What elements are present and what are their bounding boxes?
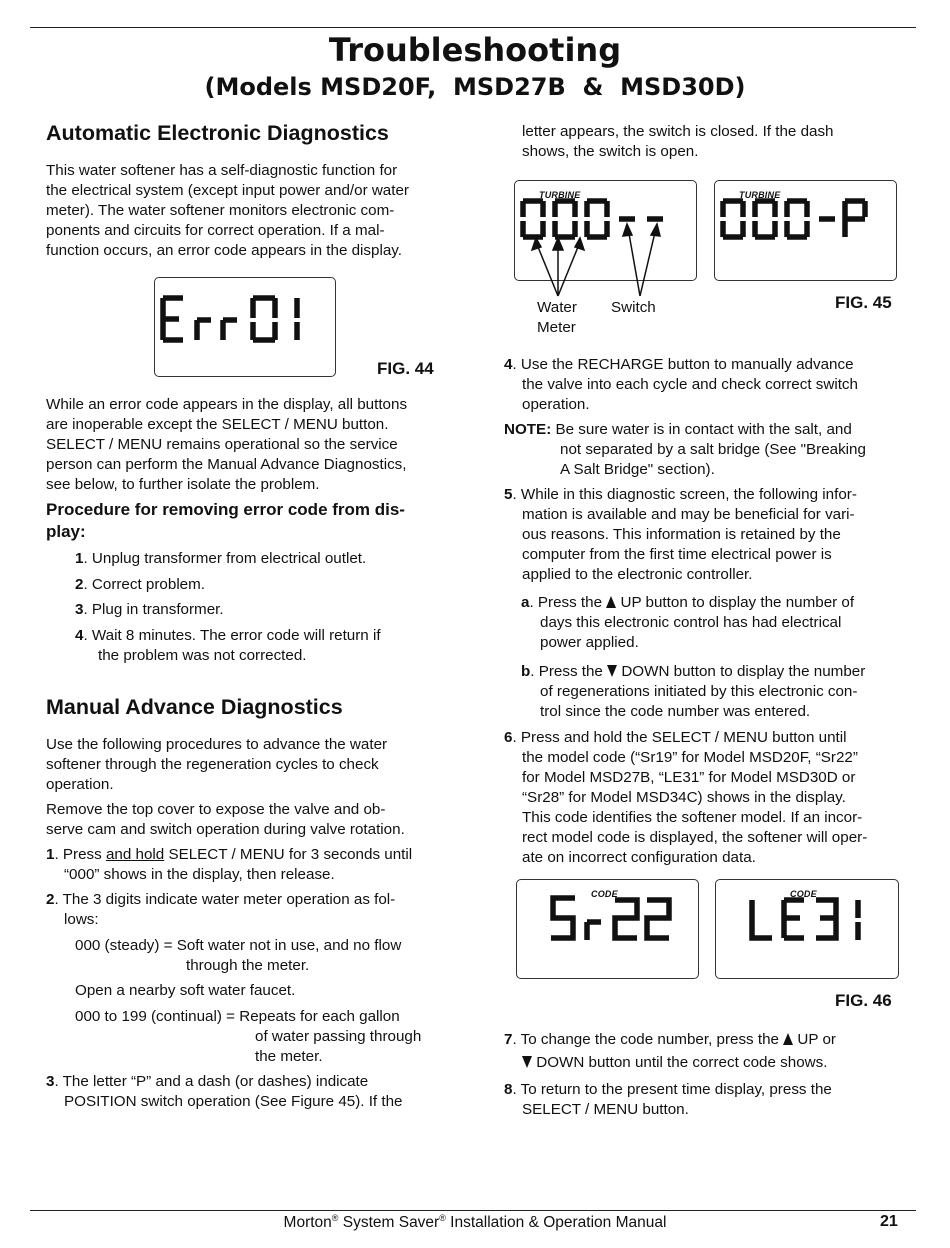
text-line: operation. bbox=[522, 396, 590, 413]
text-line: shows, the switch is open. bbox=[522, 143, 699, 160]
down-arrow-icon bbox=[522, 1056, 532, 1068]
registered-mark: ® bbox=[331, 1213, 339, 1223]
text-line: . To return to the present time display, press the bbox=[512, 1081, 832, 1098]
text-line: the valve into each cycle and check correct switch bbox=[522, 376, 858, 393]
text-line: Press and hold the SELECT / MENU button until bbox=[520, 729, 847, 746]
text-line: ponents and circuits for correct operation. If a mal- bbox=[46, 222, 385, 239]
fig44-label: FIG. 44 bbox=[377, 359, 434, 378]
down-arrow-icon bbox=[607, 665, 617, 677]
callout-water-meter bbox=[537, 298, 597, 338]
text-line: computer from the first time electrical power is bbox=[522, 546, 832, 563]
text-line: Press bbox=[62, 846, 106, 863]
step-number: 1 bbox=[75, 550, 84, 567]
000-dash-p-segment-graphic bbox=[715, 181, 896, 280]
manual-paragraph-1 bbox=[46, 735, 446, 795]
text-line: UP or bbox=[793, 1031, 836, 1048]
text-line: mation is available and may be beneficial for vari- bbox=[522, 506, 855, 523]
text-line: “Sr28” for Model MSD34C) shows in the display. bbox=[522, 789, 846, 806]
text-line: . To change the code number, press the bbox=[512, 1031, 784, 1048]
fig45-turbine-display-right bbox=[714, 180, 897, 281]
text-line: While in this diagnostic screen, the following infor- bbox=[520, 486, 857, 503]
step3-continuation bbox=[522, 122, 904, 162]
text-line: letter appears, the switch is closed. If the dash bbox=[522, 123, 834, 140]
registered-mark: ® bbox=[439, 1213, 446, 1223]
step-6: 6. Press and hold the SELECT / MENU button until the model code (“Sr19” for Model MSD20F, “Sr22” for Model MSD27B, “LE31” for Model MSD30D or “Sr28” for Model MSD34C) shows in the display. This code identifies the softener model. If an incor- rect model code is displayed, the softener will oper- ate on incorrect configuration data. bbox=[504, 728, 904, 868]
code-label: CODE bbox=[790, 889, 817, 899]
text-line: function occurs, an error code appears in the display. bbox=[46, 242, 402, 259]
error-code-paragraph bbox=[46, 395, 446, 495]
manual-diagnostics-heading: Manual Advance Diagnostics bbox=[46, 695, 343, 719]
term: 000 to 199 (continual) = bbox=[75, 1008, 240, 1025]
text-line: DOWN button until the correct code shows. bbox=[532, 1054, 828, 1071]
text-line: are inoperable except the SELECT / MENU button. bbox=[46, 416, 389, 433]
text-line: trol since the code number was entered. bbox=[540, 703, 811, 720]
text-line: person can perform the Manual Advance Diagnostics, bbox=[46, 456, 407, 473]
text-line: This water softener has a self-diagnostic function for bbox=[46, 162, 398, 179]
text-line: ous reasons. This information is retained by the bbox=[522, 526, 841, 543]
page-subtitle: (Models MSD20F, MSD27B & MSD30D) bbox=[204, 73, 746, 101]
text-line: operation. bbox=[46, 776, 114, 793]
manual-step-2: 2. The 3 digits indicate water meter operation as fol- lows: bbox=[46, 890, 446, 930]
text-line: DOWN button to display the number bbox=[617, 663, 866, 680]
footer-manual-title bbox=[0, 1213, 950, 1232]
brand-name: Morton bbox=[283, 1214, 332, 1232]
note-label: NOTE: bbox=[504, 421, 552, 438]
step-number: 4 bbox=[75, 627, 84, 644]
procedure-step: 2. Correct problem. bbox=[75, 576, 206, 593]
text-line: through the meter. bbox=[186, 957, 310, 974]
fig46-code-display-right bbox=[715, 879, 899, 979]
step-number: 2 bbox=[46, 891, 55, 908]
text-line: A Salt Bridge" section). bbox=[560, 461, 715, 478]
fig45-label: FIG. 45 bbox=[835, 293, 892, 312]
text-line: the meter. bbox=[255, 1048, 323, 1065]
fig44-error-display bbox=[154, 277, 336, 377]
manual-step-1: 1. Press and hold SELECT / MENU for 3 seconds until “000” shows in the display, then release. bbox=[46, 845, 446, 885]
auto-diagnostics-heading: Automatic Electronic Diagnostics bbox=[46, 121, 389, 145]
text-line: Use the RECHARGE button to manually advance bbox=[520, 356, 854, 373]
manual-step-3: 3. The letter “P” and a dash (or dashes) indicate POSITION switch operation (See Figure 45). If the bbox=[46, 1072, 446, 1112]
text-line: This code identifies the softener model. If an incor- bbox=[522, 809, 863, 826]
step-number: 2 bbox=[75, 576, 84, 593]
procedure-step: 3. Plug in transformer. bbox=[75, 601, 224, 618]
text-line: SELECT / MENU remains operational so the service bbox=[46, 436, 398, 453]
text-line: Procedure for removing error code from dis- bbox=[46, 500, 405, 519]
text-line: the model code (“Sr19” for Model MSD20F, “Sr22” bbox=[522, 749, 858, 766]
text-line: rect model code is displayed, the softener will oper- bbox=[522, 829, 868, 846]
code-label: CODE bbox=[591, 889, 618, 899]
step-number: 8 bbox=[504, 1081, 513, 1098]
step-5: 5. While in this diagnostic screen, the following infor- mation is available and may be beneficial for vari- ous reasons. This information is retained by the computer from the first time electrical power is applied to the electronic controller. bbox=[504, 485, 904, 585]
text-line: SELECT / MENU for 3 seconds until bbox=[164, 846, 413, 863]
text-line: Water bbox=[537, 299, 577, 316]
step-number: 4 bbox=[504, 356, 513, 373]
text-line: . Press the bbox=[529, 594, 607, 611]
text-line: play: bbox=[46, 522, 86, 541]
step-8 bbox=[504, 1080, 904, 1120]
note-block bbox=[504, 420, 904, 480]
fig46-code-display-left bbox=[516, 879, 699, 979]
text-line: Correct problem. bbox=[91, 576, 206, 593]
step-number: 6 bbox=[504, 729, 513, 746]
turbine-label: TURBINE bbox=[739, 190, 781, 200]
text-line: the electrical system (except input power and/or water bbox=[46, 182, 409, 199]
text-line: meter). The water softener monitors electronic com- bbox=[46, 202, 395, 219]
text-line: days this electronic control has had electrical bbox=[540, 614, 842, 631]
sr22-segment-graphic bbox=[517, 880, 698, 978]
procedure-heading bbox=[46, 499, 446, 543]
turbine-label: TURBINE bbox=[539, 190, 581, 200]
text-line: power applied. bbox=[540, 634, 639, 651]
term: 000 (steady) = bbox=[75, 937, 177, 954]
callout-arrows bbox=[514, 220, 695, 300]
text-line: Repeats for each gallon bbox=[239, 1008, 400, 1025]
open-faucet-line: Open a nearby soft water faucet. bbox=[75, 982, 296, 999]
procedure-step: 4. Wait 8 minutes. The error code will return if the problem was not corrected. bbox=[75, 627, 381, 664]
right-column bbox=[504, 0, 904, 1200]
page-number: 21 bbox=[880, 1213, 898, 1230]
text-line: serve cam and switch operation during valve rotation. bbox=[46, 821, 405, 838]
product-name: System Saver bbox=[338, 1214, 440, 1232]
step-number: 1 bbox=[46, 846, 55, 863]
text-line: SELECT / MENU button. bbox=[522, 1101, 689, 1118]
text-line: The letter “P” and a dash (or dashes) indicate bbox=[62, 1073, 369, 1090]
sub-letter: b bbox=[521, 663, 531, 680]
up-arrow-icon bbox=[606, 596, 616, 608]
left-column bbox=[46, 0, 446, 1200]
steady-definition bbox=[75, 936, 446, 976]
text-line: The 3 digits indicate water meter operation as fol- bbox=[62, 891, 396, 908]
text-line: Be sure water is in contact with the salt, and bbox=[555, 421, 852, 438]
text-line: Meter bbox=[537, 319, 576, 336]
text-line: Soft water not in use, and no flow bbox=[176, 937, 402, 954]
le31-segment-graphic bbox=[716, 880, 898, 978]
step-7 bbox=[504, 1030, 904, 1073]
fig46-label: FIG. 46 bbox=[835, 991, 892, 1010]
text-line: of water passing through bbox=[255, 1028, 422, 1045]
text-line: of regenerations initiated by this electronic con- bbox=[540, 683, 858, 700]
step-number: 3 bbox=[46, 1073, 55, 1090]
text-line: for Model MSD27B, “LE31” for Model MSD30D or bbox=[522, 769, 856, 786]
callout-switch: Switch bbox=[611, 299, 656, 316]
step-number: 5 bbox=[504, 486, 513, 503]
step-number: 3 bbox=[75, 601, 84, 618]
auto-diagnostics-paragraph bbox=[46, 161, 446, 261]
text-line: Remove the top cover to expose the valve and ob- bbox=[46, 801, 386, 818]
text-line: the problem was not corrected. bbox=[98, 647, 307, 664]
continual-definition bbox=[75, 1007, 446, 1067]
up-arrow-icon bbox=[783, 1033, 793, 1045]
bottom-rule bbox=[30, 1210, 916, 1211]
sub-step-a bbox=[521, 593, 904, 653]
procedure-step: 1. Unplug transformer from electrical outlet. bbox=[75, 550, 367, 567]
sub-letter: a bbox=[521, 594, 530, 611]
step-number: 7 bbox=[504, 1031, 513, 1048]
text-line: Use the following procedures to advance the water bbox=[46, 736, 388, 753]
text-line: lows: bbox=[64, 911, 99, 928]
text-line: UP button to display the number of bbox=[616, 594, 855, 611]
sub-step-b bbox=[521, 662, 904, 722]
text-line: Wait 8 minutes. The error code will return if bbox=[91, 627, 381, 644]
text-line: see below, to further isolate the problem. bbox=[46, 476, 320, 493]
manual-paragraph-2 bbox=[46, 800, 446, 840]
text-line: . Press the bbox=[530, 663, 608, 680]
err01-segment-graphic bbox=[155, 278, 335, 376]
text-line: Unplug transformer from electrical outlet. bbox=[91, 550, 367, 567]
manual-title-text: Installation & Operation Manual bbox=[445, 1214, 667, 1232]
step-4: 4. Use the RECHARGE button to manually advance the valve into each cycle and check correct switch operation. bbox=[504, 355, 904, 415]
text-line: not separated by a salt bridge (See "Breaking bbox=[560, 441, 866, 458]
text-line: POSITION switch operation (See Figure 45). If the bbox=[64, 1093, 403, 1110]
page-title: Troubleshooting bbox=[328, 31, 622, 69]
text-line: While an error code appears in the display, all buttons bbox=[46, 396, 408, 413]
text-line: Plug in transformer. bbox=[91, 601, 224, 618]
text-line: applied to the electronic controller. bbox=[522, 566, 753, 583]
underlined-text: and hold bbox=[105, 846, 165, 863]
text-line: “000” shows in the display, then release. bbox=[64, 866, 335, 883]
text-line: softener through the regeneration cycles to check bbox=[46, 756, 379, 773]
text-line: ate on incorrect configuration data. bbox=[522, 849, 756, 866]
